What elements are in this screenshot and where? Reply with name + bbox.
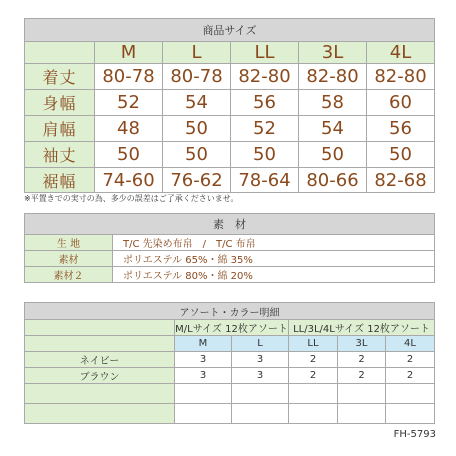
assort-size-m: M xyxy=(175,336,232,352)
assort-qty: 2 xyxy=(338,368,386,384)
size-header-3l: 3L xyxy=(299,42,367,64)
cell-value: 82-80 xyxy=(367,64,435,90)
assort-row-empty xyxy=(25,384,435,404)
assort-qty: 2 xyxy=(338,352,386,368)
cell-value: 50 xyxy=(95,142,163,168)
material-label: 生 地 xyxy=(25,235,113,251)
assort-qty: 3 xyxy=(232,352,289,368)
material-row xyxy=(25,251,435,267)
cell-value: 80-78 xyxy=(95,64,163,90)
cell-value: 80-78 xyxy=(163,64,231,90)
cell-value: 60 xyxy=(367,90,435,116)
assort-qty: 2 xyxy=(289,368,338,384)
assort-row-brown xyxy=(25,368,435,384)
assort-table xyxy=(24,302,435,424)
row-label-sleeve: 袖丈 xyxy=(25,142,95,168)
assort-corner xyxy=(25,336,175,352)
size-row-shoulder xyxy=(25,116,435,142)
cell-value: 52 xyxy=(231,116,299,142)
cell-value: 50 xyxy=(299,142,367,168)
assort-empty-label xyxy=(25,384,175,404)
cell-value: 76-62 xyxy=(163,168,231,193)
assort-empty-cell xyxy=(289,384,338,404)
material-row xyxy=(25,235,435,251)
cell-value: 56 xyxy=(367,116,435,142)
assort-qty: 2 xyxy=(289,352,338,368)
assort-corner xyxy=(25,320,175,336)
assort-qty: 3 xyxy=(175,352,232,368)
material-label: 素材 xyxy=(25,251,113,267)
size-row-hem xyxy=(25,168,435,193)
assort-empty-cell xyxy=(338,384,386,404)
assort-group-ml: M/Lサイズ 12枚アソート xyxy=(175,320,289,336)
assort-empty-cell xyxy=(232,404,289,424)
assort-qty: 2 xyxy=(386,368,435,384)
cell-value: 78-64 xyxy=(231,168,299,193)
assort-empty-label xyxy=(25,404,175,424)
material-value: ポリエステル 80%・綿 20% xyxy=(113,267,435,283)
cell-value: 74-60 xyxy=(95,168,163,193)
size-table-title: 商品サイズ xyxy=(25,19,435,42)
size-row-width xyxy=(25,90,435,116)
cell-value: 50 xyxy=(163,116,231,142)
assort-row-empty xyxy=(25,404,435,424)
cell-value: 80-66 xyxy=(299,168,367,193)
size-table xyxy=(24,18,435,193)
assort-table-title: アソート・カラー明細 xyxy=(25,303,435,320)
assort-color-label: ネイビー xyxy=(25,352,175,368)
assort-empty-cell xyxy=(232,384,289,404)
assort-empty-cell xyxy=(338,404,386,424)
product-code: FH-5793 xyxy=(393,429,436,440)
assort-row-navy xyxy=(25,352,435,368)
assort-empty-cell xyxy=(175,384,232,404)
size-header-4l: 4L xyxy=(367,42,435,64)
assort-size-l: L xyxy=(232,336,289,352)
assort-size-4l: 4L xyxy=(386,336,435,352)
measurement-note: ※平置きでの実寸の為、多少の誤差はご了承くださいませ。 xyxy=(24,194,239,203)
assort-empty-cell xyxy=(289,404,338,424)
cell-value: 54 xyxy=(163,90,231,116)
cell-value: 48 xyxy=(95,116,163,142)
assort-empty-cell xyxy=(386,404,435,424)
material-table-title: 素 材 xyxy=(25,214,435,235)
material-row xyxy=(25,267,435,283)
cell-value: 56 xyxy=(231,90,299,116)
assort-qty: 3 xyxy=(175,368,232,384)
cell-value: 50 xyxy=(367,142,435,168)
cell-value: 82-80 xyxy=(299,64,367,90)
row-label-width: 身幅 xyxy=(25,90,95,116)
cell-value: 82-68 xyxy=(367,168,435,193)
size-header-l: L xyxy=(163,42,231,64)
material-value: ポリエステル 65%・綿 35% xyxy=(113,251,435,267)
cell-value: 52 xyxy=(95,90,163,116)
size-row-sleeve xyxy=(25,142,435,168)
material-table xyxy=(24,213,435,283)
assort-group-ll-4l: LL/3L/4Lサイズ 12枚アソート xyxy=(289,320,435,336)
size-row-length xyxy=(25,64,435,90)
assort-color-label: ブラウン xyxy=(25,368,175,384)
assort-empty-cell xyxy=(175,404,232,424)
assort-empty-cell xyxy=(386,384,435,404)
cell-value: 82-80 xyxy=(231,64,299,90)
material-label: 素材２ xyxy=(25,267,113,283)
row-label-shoulder: 肩幅 xyxy=(25,116,95,142)
assort-size-3l: 3L xyxy=(338,336,386,352)
row-label-hem: 裾幅 xyxy=(25,168,95,193)
row-label-length: 着丈 xyxy=(25,64,95,90)
cell-value: 50 xyxy=(163,142,231,168)
size-header-m: M xyxy=(95,42,163,64)
assort-qty: 2 xyxy=(386,352,435,368)
size-table-corner xyxy=(25,42,95,64)
assort-size-ll: LL xyxy=(289,336,338,352)
assort-qty: 3 xyxy=(232,368,289,384)
cell-value: 50 xyxy=(231,142,299,168)
cell-value: 54 xyxy=(299,116,367,142)
size-header-ll: LL xyxy=(231,42,299,64)
cell-value: 58 xyxy=(299,90,367,116)
material-value: T/C 先染め布帛 / T/C 布帛 xyxy=(113,235,435,251)
